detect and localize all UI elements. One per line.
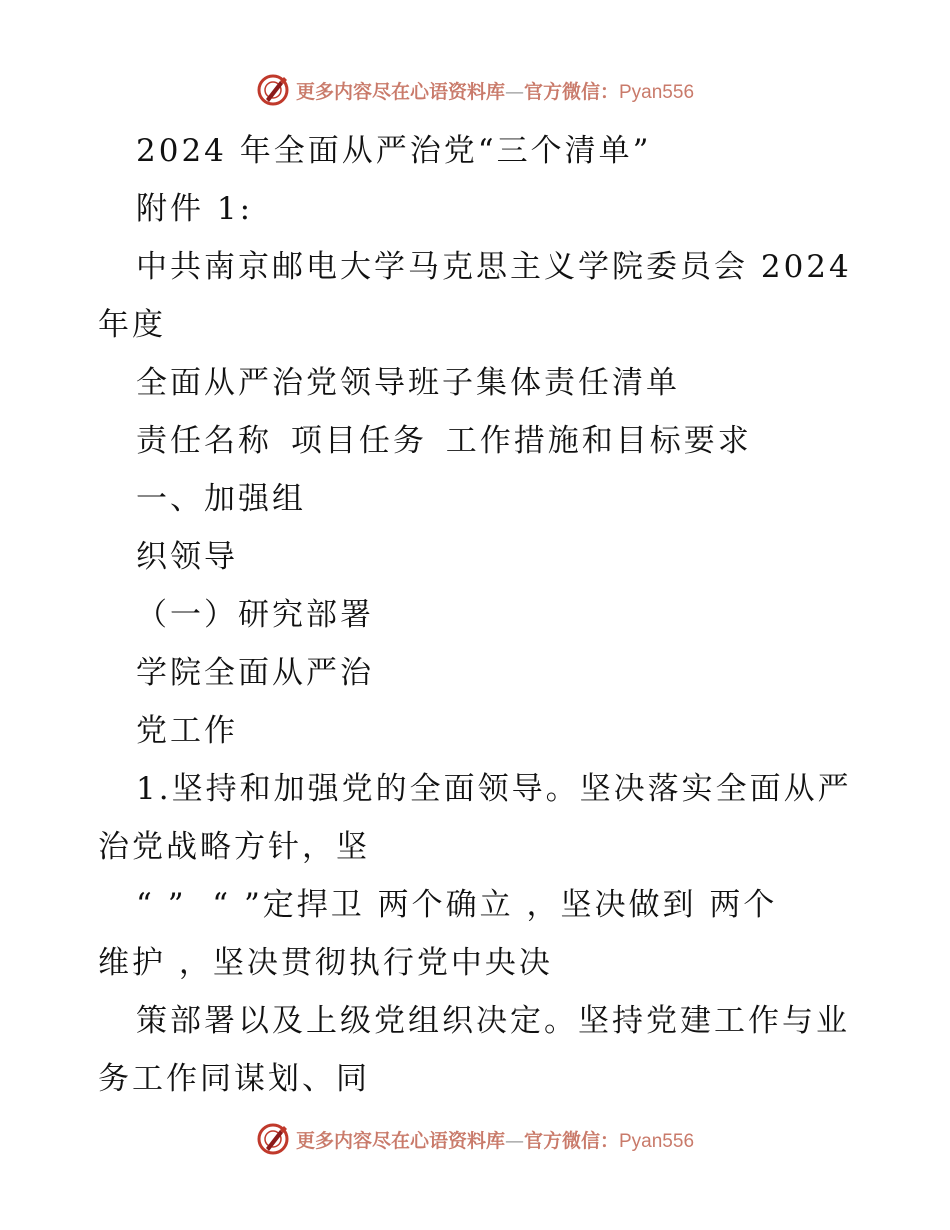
attachment-label: 附件 1: (136, 191, 254, 227)
measure-paragraph-line: 策部署以及上级党组织决定。坚持党建工作与业 (136, 1003, 850, 1039)
watermark-id: Pyan556 (619, 1130, 695, 1152)
subsection-heading-1: （一）研究部署 (136, 597, 374, 633)
section-heading-1-cont: 织领导 (136, 539, 238, 575)
section-heading-1: 一、加强组 (136, 481, 306, 517)
watermark-main: 更多内容尽在心语资料库 (295, 1129, 505, 1152)
table-header-line: 责任名称 项目任务 工作措施和目标要求 (136, 423, 752, 459)
watermark-main: 更多内容尽在心语资料库 (295, 80, 505, 103)
watermark-header (0, 70, 950, 110)
measure-paragraph-line: 务工作同谋划、同 (98, 1061, 370, 1097)
watermark-footer (0, 1119, 950, 1159)
committee-name-line-cont: 年度 (98, 307, 166, 343)
measure-paragraph-line: 维护 ，坚决贯彻执行党中央决 (98, 945, 553, 981)
document-body (98, 122, 858, 1108)
watermark-logo-icon (256, 73, 290, 107)
watermark-official: 官方微信： (523, 1129, 619, 1152)
measure-paragraph-line: 治党战略方针，坚 (98, 829, 370, 865)
watermark-separator: — (504, 1129, 524, 1152)
task-line-cont: 党工作 (136, 713, 238, 749)
committee-name-line: 中共南京邮电大学马克思主义学院委员会 2024 (136, 249, 852, 285)
measure-paragraph-line: “ ” “ ”定捍卫 两个确立 ，坚决做到 两个 (136, 887, 778, 923)
watermark-text (296, 77, 694, 104)
task-line: 学院全面从严治 (136, 655, 374, 691)
measure-paragraph-line: 1.坚持和加强党的全面领导。坚决落实全面从严 (136, 771, 852, 807)
watermark-logo-icon (256, 1122, 290, 1156)
watermark-separator: — (504, 80, 524, 103)
list-title: 全面从严治党领导班子集体责任清单 (136, 365, 680, 401)
watermark-id: Pyan556 (619, 81, 695, 103)
watermark-text (296, 1126, 694, 1153)
document-title: 2024 年全面从严治党“三个清单” (136, 133, 652, 169)
watermark-official: 官方微信： (523, 80, 619, 103)
